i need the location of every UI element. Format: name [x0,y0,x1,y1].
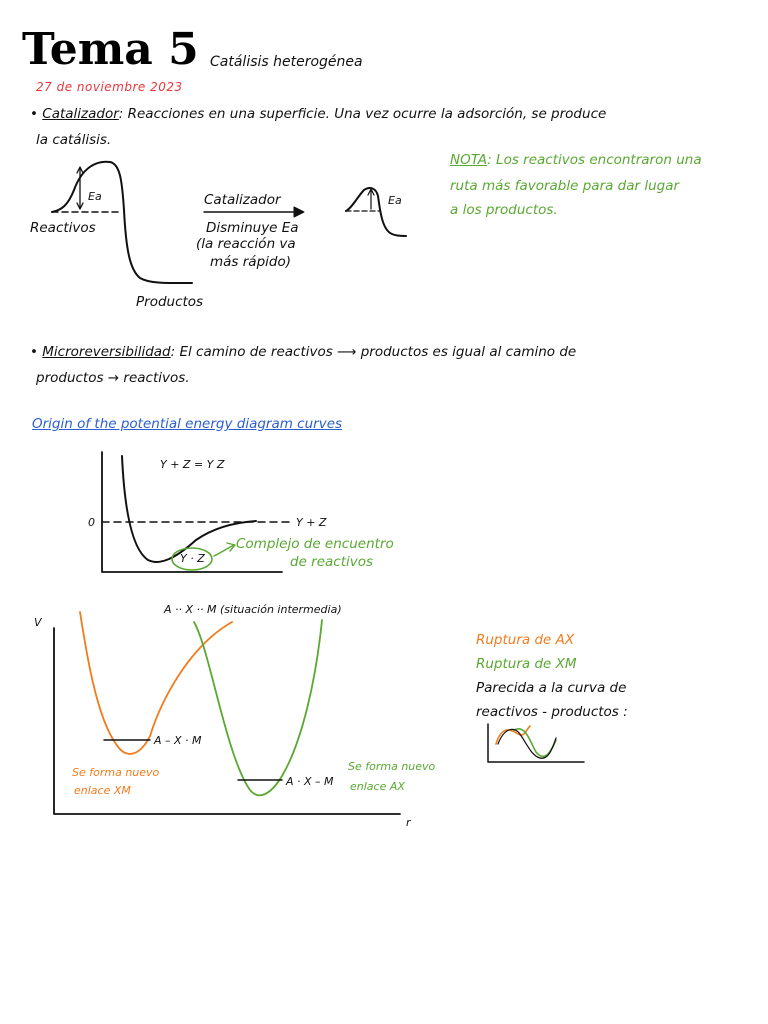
nota-line-3: a los productos. [450,202,558,218]
nota-term: NOTA [450,152,488,168]
yz-complex-circle [172,548,212,570]
page-subtitle: Catálisis heterogénea [210,54,363,70]
yz-complex-label: Y · Z [180,552,205,565]
parecida-line-1: Parecida a la curva de [476,680,627,696]
microrev-term: Microreversibilidad [42,344,171,360]
mas-rapido-label: más rápido) [210,254,291,270]
page-title: Tema 5 [22,24,199,75]
ea-small-label: Ea [388,194,402,207]
r-axis-label: r [406,816,411,829]
yz-right-label: Y + Z [296,516,327,529]
energy-curve-catalyzed [346,188,406,236]
catalizador-line-2: la catálisis. [36,132,112,148]
diagram2-axes [102,452,282,572]
green-curve [194,620,322,795]
catalizador-arrow-label: Catalizador [204,192,281,208]
ruptura-xm-label: Ruptura de XM [476,656,577,672]
diagram3-axes [54,628,400,814]
catalizador-term: Catalizador [42,106,119,122]
green-note-1: Se forma nuevo [348,760,436,773]
nota-text-1: : Los reactivos encontraron una [487,152,702,168]
origin-heading: Origin of the potential energy diagram curves [32,416,343,432]
catalizador-text-1: : Reacciones en una superficie. Una vez ocurre la adsorción, se produce [118,106,607,122]
energy-curve-uncatalyzed [52,162,192,283]
reaccion-va-label: (la reacción va [196,236,296,252]
zero-label: 0 [88,516,95,529]
axm-right-label: A · X – M [286,775,334,788]
v-axis-label: V [34,616,42,629]
microrev-line-2: productos → reactivos. [36,370,190,386]
yz-equation: Y + Z = Y Z [160,458,225,471]
orange-note-2: enlace XM [74,784,131,797]
catalyst-arrow-head [294,207,304,217]
reactivos-label: Reactivos [30,220,96,236]
diagram2-potential-curve [122,456,256,562]
orange-curve [80,612,232,754]
complejo-line-1: Complejo de encuentro [236,536,394,552]
parecida-line-2: reactivos - productos : [476,704,628,720]
bullet: • [30,344,38,360]
axm-intermediate-label: A ·· X ·· M (situación intermedia) [164,603,342,616]
green-note-2: enlace AX [350,780,405,793]
disminuye-ea-label: Disminuye Ea [206,220,299,236]
ea-label: Ea [88,190,102,203]
bullet: • [30,106,38,122]
microrev-text-1: : El camino de reactivos ⟶ productos es igual al camino de [170,344,577,360]
date-label: 27 de noviembre 2023 [36,80,183,94]
productos-label: Productos [136,294,204,310]
complejo-line-2: de reactivos [290,554,374,570]
axm-left-label: A – X · M [154,734,202,747]
nota-line-2: ruta más favorable para dar lugar [450,178,680,194]
orange-note-1: Se forma nuevo [72,766,160,779]
ruptura-ax-label: Ruptura de AX [476,632,575,648]
